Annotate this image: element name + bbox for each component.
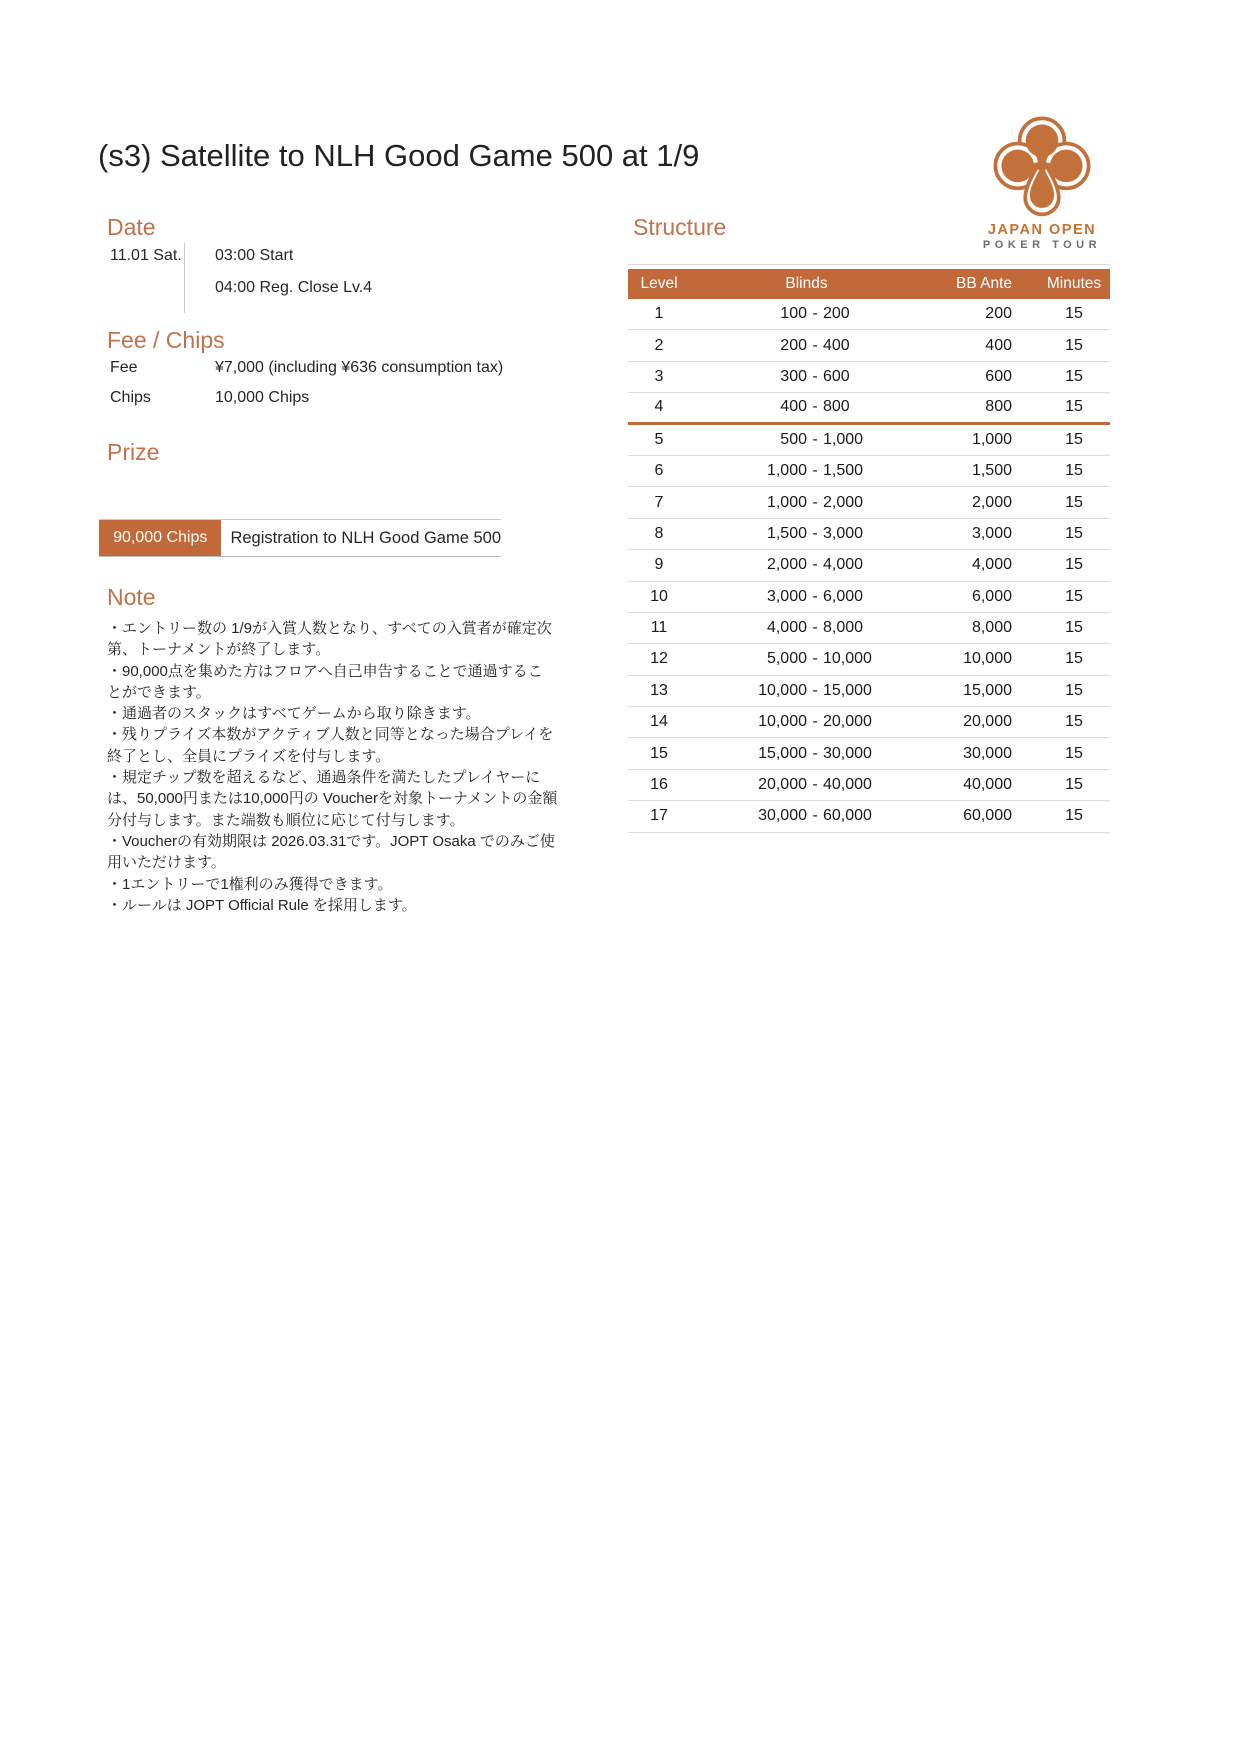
blinds-separator: - [812, 524, 818, 542]
small-blind-value: 2,000 [766, 556, 807, 574]
small-blind-value: 1,500 [766, 524, 807, 542]
blinds-cell [690, 525, 883, 543]
blinds-cell [690, 713, 883, 731]
big-blind-value: 40,000 [823, 776, 872, 794]
table-row [628, 550, 1110, 581]
table-row [628, 644, 1110, 675]
big-blind-value: 15,000 [823, 681, 872, 699]
minutes-cell: 15 [1065, 367, 1083, 385]
note-line: ・規定チップ数を超えるなど、通過条件を満たしたプレイヤーに [107, 769, 541, 787]
small-blind-value: 1,000 [766, 462, 807, 480]
blinds-cell [690, 619, 883, 637]
note-line: ・ルールは JOPT Official Rule を採用します。 [107, 896, 417, 914]
table-row [628, 676, 1110, 707]
minutes-cell: 15 [1065, 493, 1083, 511]
level-cell: 15 [650, 744, 668, 762]
small-blind-value: 4,000 [766, 619, 807, 637]
blinds-cell [690, 431, 883, 449]
bb-ante-cell: 1,500 [971, 462, 1012, 480]
minutes-cell: 15 [1065, 807, 1083, 825]
bb-ante-cell: 800 [985, 398, 1012, 416]
bb-ante-cell: 30,000 [963, 744, 1012, 762]
level-cell: 3 [654, 367, 664, 385]
bb-ante-cell: 1,000 [971, 430, 1012, 448]
fee-value: ¥7,000 (including ¥636 consumption tax) [215, 359, 504, 376]
level-cell: 8 [654, 524, 664, 542]
bb-ante-cell: 2,000 [971, 493, 1012, 511]
prize-heading: Prize [107, 439, 160, 465]
minutes-cell: 15 [1065, 556, 1083, 574]
bb-ante-cell: 4,000 [971, 556, 1012, 574]
structure-table-header [628, 269, 1110, 299]
level-cell: 1 [654, 305, 664, 323]
blinds-separator: - [812, 305, 818, 323]
level-cell: 2 [654, 336, 664, 354]
note-line: ・1エントリーで1権利のみ獲得できます。 [107, 875, 393, 893]
fee-label: Fee [110, 359, 138, 376]
prize-row [99, 519, 501, 557]
level-cell: 7 [654, 493, 664, 511]
logo-text-poker-tour: POKER TOUR [982, 239, 1102, 251]
blinds-separator: - [812, 430, 818, 448]
small-blind-value: 300 [780, 367, 807, 385]
table-row [628, 456, 1110, 487]
table-row [628, 393, 1110, 424]
big-blind-value: 8,000 [823, 619, 864, 637]
blinds-cell [690, 462, 883, 480]
prize-amount-badge: 90,000 Chips [99, 520, 221, 556]
level-cell: 13 [650, 681, 668, 699]
level-cell: 4 [654, 398, 664, 416]
date-divider [184, 243, 185, 313]
blinds-separator: - [812, 556, 818, 574]
minutes-cell: 15 [1065, 587, 1083, 605]
note-line: 第、トーナメントが終了します。 [107, 641, 331, 659]
blinds-cell [690, 398, 883, 416]
note-heading: Note [107, 584, 156, 610]
minutes-cell: 15 [1065, 681, 1083, 699]
note-line: ・90,000点を集めた方はフロアへ自己申告することで通過するこ [107, 662, 543, 680]
table-row [628, 519, 1110, 550]
blinds-separator: - [812, 367, 818, 385]
blinds-separator: - [812, 681, 818, 699]
level-cell: 14 [650, 713, 668, 731]
fee-chips-heading: Fee / Chips [107, 327, 225, 353]
minutes-cell: 15 [1065, 305, 1083, 323]
level-cell: 11 [650, 619, 668, 637]
note-line: ・残りプライズ本数がアクティブ人数と同等となった場合プレイを [107, 726, 554, 744]
small-blind-value: 3,000 [766, 587, 807, 605]
table-row [628, 330, 1110, 361]
blinds-separator: - [812, 807, 818, 825]
small-blind-value: 1,000 [766, 493, 807, 511]
bb-ante-cell: 15,000 [963, 681, 1012, 699]
table-row [628, 707, 1110, 738]
prize-description: Registration to NLH Good Game 500 [230, 528, 501, 547]
note-line: とができます。 [107, 683, 211, 701]
table-row [628, 487, 1110, 518]
table-row [628, 613, 1110, 644]
note-line: は、50,000円または10,000円の Voucherを対象トーナメントの金額 [107, 790, 558, 808]
club-logo-icon [986, 110, 1098, 220]
column-header-level: Level [640, 275, 678, 292]
minutes-cell: 15 [1065, 650, 1083, 668]
level-cell: 12 [650, 650, 668, 668]
bb-ante-cell: 200 [985, 305, 1012, 323]
reg-close-time: 04:00 Reg. Close Lv.4 [215, 279, 373, 296]
table-row [628, 770, 1110, 801]
chips-label: Chips [110, 389, 151, 406]
note-line: ・通過者のスタックはすべてゲームから取り除きます。 [107, 705, 481, 723]
minutes-cell: 15 [1065, 744, 1083, 762]
start-time: 03:00 Start [215, 247, 294, 264]
small-blind-value: 10,000 [758, 713, 807, 731]
bb-ante-cell: 6,000 [971, 587, 1012, 605]
small-blind-value: 500 [780, 430, 807, 448]
column-header-minutes: Minutes [1046, 275, 1102, 292]
blinds-separator: - [812, 587, 818, 605]
big-blind-value: 3,000 [823, 524, 864, 542]
blinds-cell [690, 650, 883, 668]
note-text [107, 618, 557, 916]
blinds-cell [690, 337, 883, 355]
table-row [628, 362, 1110, 393]
small-blind-value: 30,000 [758, 807, 807, 825]
note-line: 終了とし、全員にプライズを付与します。 [107, 747, 391, 765]
blinds-cell [690, 368, 883, 386]
minutes-cell: 15 [1065, 776, 1083, 794]
big-blind-value: 4,000 [823, 556, 864, 574]
big-blind-value: 20,000 [823, 713, 872, 731]
bb-ante-cell: 600 [985, 367, 1012, 385]
level-cell: 10 [650, 587, 668, 605]
level-cell: 5 [654, 430, 664, 448]
big-blind-value: 600 [823, 367, 850, 385]
blinds-cell [690, 776, 883, 794]
blinds-separator: - [812, 336, 818, 354]
big-blind-value: 400 [823, 336, 850, 354]
note-line: ・Voucherの有効期限は 2026.03.31です。JOPT Osaka でのみご使 [107, 832, 555, 850]
minutes-cell: 15 [1065, 619, 1083, 637]
blinds-separator: - [812, 462, 818, 480]
bb-ante-cell: 20,000 [963, 713, 1012, 731]
bb-ante-cell: 10,000 [963, 650, 1012, 668]
note-line: ・エントリー数の 1/9が入賞人数となり、すべての入賞者が確定次 [107, 620, 552, 637]
small-blind-value: 5,000 [766, 650, 807, 668]
blinds-cell [690, 305, 883, 323]
level-cell: 16 [650, 776, 668, 794]
blinds-separator: - [812, 744, 818, 762]
big-blind-value: 800 [823, 398, 850, 416]
blinds-cell [690, 494, 883, 512]
bb-ante-cell: 60,000 [963, 807, 1012, 825]
blinds-separator: - [812, 650, 818, 668]
big-blind-value: 6,000 [823, 587, 864, 605]
date-heading: Date [107, 214, 156, 240]
minutes-cell: 15 [1065, 336, 1083, 354]
minutes-cell: 15 [1065, 398, 1083, 416]
table-row [628, 582, 1110, 613]
date-value: 11.01 Sat. [110, 247, 182, 264]
big-blind-value: 2,000 [823, 493, 864, 511]
blinds-separator: - [812, 713, 818, 731]
small-blind-value: 100 [780, 305, 807, 323]
note-line: 用いただけます。 [107, 854, 226, 872]
minutes-cell: 15 [1065, 524, 1083, 542]
level-cell: 6 [654, 462, 664, 480]
blinds-separator: - [812, 493, 818, 511]
column-header-blinds: Blinds [785, 275, 828, 292]
bb-ante-cell: 400 [985, 336, 1012, 354]
blinds-cell [690, 588, 883, 606]
small-blind-value: 10,000 [758, 681, 807, 699]
minutes-cell: 15 [1065, 462, 1083, 480]
blinds-separator: - [812, 776, 818, 794]
blinds-separator: - [812, 398, 818, 416]
big-blind-value: 10,000 [823, 650, 872, 668]
minutes-cell: 15 [1065, 430, 1083, 448]
table-row [628, 299, 1110, 330]
small-blind-value: 400 [780, 398, 807, 416]
big-blind-value: 1,500 [823, 462, 864, 480]
level-cell: 9 [654, 556, 664, 574]
jopt-logo [980, 110, 1104, 251]
big-blind-value: 200 [823, 305, 850, 323]
blinds-cell [690, 745, 883, 763]
logo-text-japan-open: JAPAN OPEN [987, 222, 1097, 238]
minutes-cell: 15 [1065, 713, 1083, 731]
big-blind-value: 30,000 [823, 744, 872, 762]
blinds-cell [690, 682, 883, 700]
structure-heading-rule [628, 264, 1110, 265]
table-row [628, 801, 1110, 832]
structure-heading: Structure [633, 214, 727, 240]
level-cell: 17 [650, 807, 668, 825]
note-line: 分付与します。また端数も順位に応じて付与します。 [107, 811, 465, 829]
page-title: (s3) Satellite to NLH Good Game 500 at 1/9 [98, 138, 700, 173]
bb-ante-cell: 40,000 [963, 776, 1012, 794]
structure-table-body [628, 299, 1110, 833]
big-blind-value: 60,000 [823, 807, 872, 825]
bb-ante-cell: 8,000 [971, 619, 1012, 637]
small-blind-value: 200 [780, 336, 807, 354]
structure-table [628, 269, 1110, 833]
blinds-cell [690, 556, 883, 574]
small-blind-value: 20,000 [758, 776, 807, 794]
blinds-cell [690, 807, 883, 825]
small-blind-value: 15,000 [758, 744, 807, 762]
bb-ante-cell: 3,000 [971, 524, 1012, 542]
big-blind-value: 1,000 [823, 430, 864, 448]
table-row [628, 425, 1110, 456]
chips-value: 10,000 Chips [215, 389, 310, 406]
table-row [628, 738, 1110, 769]
blinds-separator: - [812, 619, 818, 637]
column-header-bb-ante: BB Ante [955, 275, 1012, 292]
